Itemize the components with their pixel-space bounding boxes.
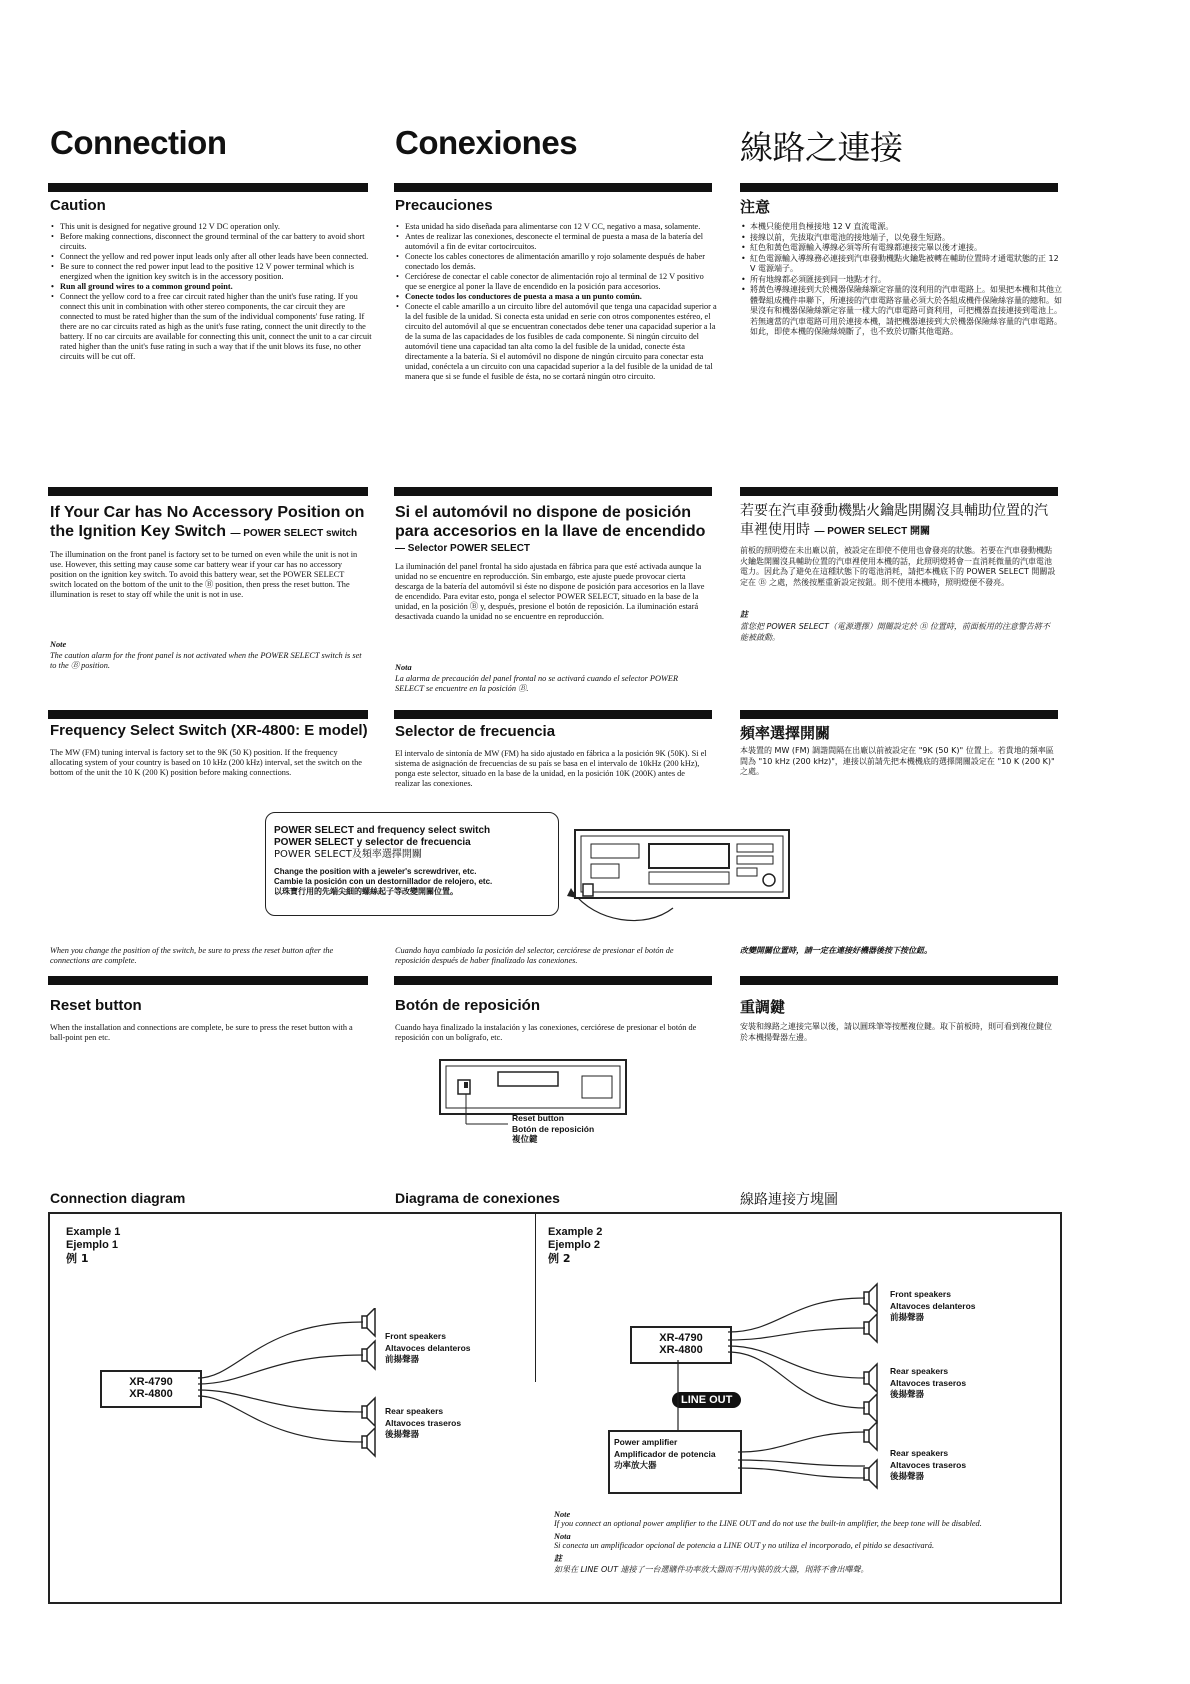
title-es: Conexiones bbox=[395, 124, 578, 161]
diagram-title-zh: 線路連接方塊圖 bbox=[740, 1192, 838, 1208]
example1-label bbox=[66, 1226, 120, 1265]
note-label: Note bbox=[554, 1510, 571, 1519]
note-text: 如果在 LINE OUT 連接了一台選購件功率放大器而不用內裝的放大器，則將不會出嗶聲。 bbox=[554, 1564, 869, 1574]
callout-line: Cambie la posición con un destornillador de relojero, etc. bbox=[274, 877, 493, 886]
example2-wiring bbox=[660, 1280, 880, 1510]
list-item: • 紅色電源輸入導線務必連接到汽車發動機點火鑰匙被轉在輔助位置時才通電狀態的正 12 V 電源端子。 bbox=[750, 254, 1066, 275]
section-rule bbox=[394, 183, 712, 192]
reset-title-es: Botón de reposición bbox=[395, 997, 541, 1014]
accessory-text-es: La iluminación del panel frontal ha sido ajustada en fábrica para que esté activada aunque la unidad no se encuentre en reproducción. Sin embargo, este ajuste puede provocar cierta descarga de la batería del automóvil si éste no dispone de posición para accesorios en la llave de encendido. Para evitar esto, ponga el selector POWER SELECT, situado en la base de la unidad, en la posición Ⓑ y, después, presione el botón de reposición. La iluminación estará desactivada cuando la unidad no se encuentre en reproducción. bbox=[395, 562, 705, 621]
list-item: • This unit is designed for negative ground 12 V DC operation only. bbox=[60, 222, 372, 232]
model-name: XR-4790 bbox=[129, 1376, 173, 1388]
list-item: • Connect the yellow and red power input leads only after all other leads have been connected. bbox=[60, 252, 372, 262]
frequency-text-zh: 本裝置的 MW (FM) 調諧間隔在出廠以前被設定在 "9K (50 K)" 位置上。若貴地的頻率區間為 "10 kHz (200 kHz)"，連接以前請先把本機機底的選擇開關設定在 "10 K (200 K)" 之處。 bbox=[740, 746, 1055, 776]
label-line: Altavoces delanteros bbox=[385, 1343, 471, 1353]
list-item: • Be sure to connect the red power input lead to the positive 12 V power terminal which is energized when the ignition key switch is in the accessory position. bbox=[60, 262, 372, 282]
section-rule bbox=[48, 710, 368, 719]
label-line: 前揚聲器 bbox=[385, 1355, 420, 1365]
accessory-sub-es: — Selector POWER SELECT bbox=[395, 543, 531, 554]
example-line: Ejemplo 1 bbox=[66, 1239, 118, 1251]
label-line: Rear speakers bbox=[385, 1406, 444, 1416]
accessory-text-zh: 前板的照明燈在未出廠以前，被設定在即使不使用也會發亮的狀態。若要在汽車發動機點火鑰匙開關沒具輔助位置的汽車裡使用本機的話，此照明燈將會一直消耗微量的汽車電池電力。因此為了避免在這種狀態下的電池消耗，請把本機底下的 POWER SELECT 開關設定在 Ⓑ 之處，然後按壓重新設定按鈕。則不使用本機時，照明燈便不發亮。 bbox=[740, 546, 1056, 587]
example-line: 例 2 bbox=[548, 1252, 571, 1265]
front-speakers-label-1 bbox=[385, 1330, 471, 1366]
accessory-title-en: If Your Car has No Accessory Position on the Ignition Key Switch bbox=[50, 504, 365, 540]
diagram-divider bbox=[535, 1212, 536, 1382]
amp-label: 功率放大器 bbox=[614, 1461, 657, 1471]
section-rule bbox=[740, 487, 1058, 496]
section-rule bbox=[740, 976, 1058, 985]
caution-title-zh: 注意 bbox=[740, 198, 771, 216]
section-rule bbox=[740, 183, 1058, 192]
switch-callout bbox=[265, 812, 559, 916]
list-item: • Conecte los cables conectores de alimentación amarillo y rojo solamente después de haber conectado los demás. bbox=[405, 252, 717, 272]
accessory-title-zh: 若要在汽車發動機點火鑰匙開關沒具輔助位置的汽車裡使用時 bbox=[740, 503, 1048, 538]
accessory-sub-zh: — POWER SELECT 開關 bbox=[814, 526, 931, 537]
label-line: 後揚聲器 bbox=[890, 1390, 925, 1400]
amp-label: Power amplifier bbox=[614, 1437, 678, 1447]
front-speakers-label-2 bbox=[890, 1288, 976, 1324]
example1-wiring bbox=[198, 1312, 378, 1452]
accessory-note-label-zh: 註 bbox=[740, 610, 748, 619]
line-out-badge: LINE OUT bbox=[672, 1392, 741, 1408]
list-item: • 接線以前，先拔取汽車電池的接地端子，以免發生短路。 bbox=[750, 233, 1066, 244]
callout-line: 以珠寶行用的先端尖細的螺絲起子等改變開關位置。 bbox=[274, 887, 458, 896]
accessory-text-en: The illumination on the front panel is factory set to be turned on even while the unit is not in use. However, this setting may cause some car battery wear if your car has no accessory position on the ignition key switch. To avoid this battery wear, set the POWER SELECT switch located on the bottom of the unit to the Ⓑ position, then press the reset button. The illumination is reset to stay off while the unit is not in use. bbox=[50, 550, 358, 599]
label-line: Altavoces traseros bbox=[385, 1418, 462, 1428]
rear-speakers-label-2 bbox=[890, 1365, 966, 1401]
model-name: XR-4790 bbox=[659, 1332, 703, 1344]
frequency-text-es: El intervalo de sintonía de MW (FM) ha sido ajustado en fábrica a la posición 9K (50K). Si el sistema de asignación de frecuencias de su país se basa en el intervalo de 10kHz (200 kHz), ponga este selector, situado en la base de la unidad, en la posición 10K (200K) antes de realizar las conexiones. bbox=[395, 749, 707, 788]
switch-after-zh: 改變開關位置時，請一定在連接好機器後按下按位鈕。 bbox=[740, 946, 932, 955]
diagram-title-en: Connection diagram bbox=[50, 1190, 186, 1206]
caution-title-es: Precauciones bbox=[395, 197, 493, 214]
frequency-title-es: Selector de frecuencia bbox=[395, 723, 556, 740]
section-rule bbox=[740, 710, 1058, 719]
diagram-title-es: Diagrama de conexiones bbox=[395, 1190, 560, 1206]
list-item: • 所有地線都必須匯接到同一地點才行。 bbox=[750, 275, 1066, 286]
section-rule bbox=[48, 487, 368, 496]
accessory-note-en: The caution alarm for the front panel is not activated when the POWER SELECT switch is set to the Ⓑ position. bbox=[50, 651, 362, 670]
section-rule bbox=[394, 710, 712, 719]
list-item: • Connect the yellow cord to a free car circuit rated higher than the unit's fuse rating. If you connect this unit in combination with other stereo components, the car circuit they are connected to must be rated higher than the sum of the individual components' fuse rating. If there are no car circuits rated as high as the unit's fuse rating, connect the unit directly to the battery. If no car circuits are available for connecting this unit, connect the unit to a car circuit rated higher than the unit's fuse rating in such a way that if the unit blows its fuse, no other circuits will be cut off. bbox=[60, 292, 372, 362]
callout-line: Change the position with a jeweler's screwdriver, etc. bbox=[274, 867, 477, 876]
speaker-icon bbox=[360, 1308, 380, 1458]
reset-title-zh: 重調鍵 bbox=[740, 998, 786, 1016]
reset-text-zh: 安裝和線路之連接完畢以後，請以圓珠筆等按壓複位鍵。取下前板時，則可看到複位鍵位於本機揚聲器左邊。 bbox=[740, 1022, 1052, 1042]
radio-unit-illustration bbox=[555, 822, 795, 932]
amp-label: Amplificador de potencia bbox=[614, 1449, 716, 1459]
label-line: Rear speakers bbox=[890, 1366, 949, 1376]
accessory-title-es: Si el automóvil no dispone de posición para accesorios en la llave de encendido bbox=[395, 504, 706, 540]
switch-after-en: When you change the position of the switch, be sure to press the reset button after the connections are complete. bbox=[50, 946, 334, 965]
list-item: • Esta unidad ha sido diseñada para alimentarse con 12 V CC, negativo a masa, solamente. bbox=[405, 222, 717, 232]
section-rule bbox=[394, 487, 712, 496]
accessory-heading-es bbox=[395, 503, 710, 554]
list-item: • 本機只能使用負極接地 12 V 直流電源。 bbox=[750, 222, 1066, 233]
label-line: 後揚聲器 bbox=[385, 1430, 420, 1440]
reset-label: Reset button bbox=[512, 1113, 564, 1123]
label-line: Altavoces traseros bbox=[890, 1460, 967, 1470]
caution-title-en: Caution bbox=[50, 197, 106, 214]
reset-text-es: Cuando haya finalizado la instalación y las conexiones, cerciórese de presionar el botón de reposición con un bolígrafo, etc. bbox=[395, 1023, 697, 1042]
section-rule bbox=[48, 976, 368, 985]
frequency-text-en: The MW (FM) tuning interval is factory set to the 9K (50 K) position. If the frequency allocating system of your country is based on 10 kHz (200 kHz) interval, set the switch on the bottom of the unit the 10 K (200 K) position before making connections. bbox=[50, 748, 362, 777]
caution-list-zh bbox=[740, 222, 1066, 338]
label-line: 前揚聲器 bbox=[890, 1313, 925, 1323]
accessory-note-label-es: Nota bbox=[395, 663, 412, 672]
label-line: Rear speakers bbox=[890, 1448, 949, 1458]
list-item: • Conecte todos los conductores de puesta a masa a un punto común. bbox=[405, 292, 717, 302]
title-zh: 線路之連接 bbox=[740, 128, 903, 167]
reset-labels bbox=[512, 1113, 594, 1146]
section-rule bbox=[394, 976, 712, 985]
accessory-note-label-en: Note bbox=[50, 640, 67, 649]
example-line: 例 1 bbox=[66, 1252, 89, 1265]
note-text: Si conecta un amplificador opcional de potencia a LINE OUT y no utiliza el incorporado, el pitido se desactivará. bbox=[554, 1541, 935, 1550]
note-label: 註 bbox=[554, 1554, 562, 1563]
callout-heading bbox=[274, 825, 490, 861]
list-item: • Antes de realizar las conexiones, desconecte el terminal de puesta a masa de la batería del automóvil a fin de evitar cortocircuitos. bbox=[405, 232, 717, 252]
list-item: • Conecte el cable amarillo a un circuito libre del automóvil que tenga una capacidad superior a la del fusible de la unidad. Si conecta esta unidad en serie con otros componentes estéreo, el circuito del automóvil al que se encuentran conectados debe tener una capacidad superior a la de la suma de las capacidades de los fusibles de cada componente. Si ningún circuito del automóvil tiene una capacidad tan alta como la del fusible de la unidad, conecte ésta directamente a la batería. Si el automóvil no dispone de ningún circuito para conectar esta unidad, conéctela a un circuito con una capacidad superior a la del fusible de la unidad de tal manera que si se funde el fusible de ésta, no se cortará ningún otro circuito. bbox=[405, 302, 717, 382]
example-line: Ejemplo 2 bbox=[548, 1239, 600, 1251]
list-item: • Cerciórese de conectar el cable conector de alimentación rojo al terminal de 12 V positivo que se energice al poner la llave de encendido en la posición para accesorios. bbox=[405, 272, 717, 292]
accessory-note-zh: 當您把 POWER SELECT（電源選擇）開關設定於 Ⓑ 位置時，前面板用的注意警告將不能被啟動。 bbox=[740, 622, 1050, 642]
list-item: • Run all ground wires to a common ground point. bbox=[60, 282, 372, 292]
accessory-sub-en: — POWER SELECT switch bbox=[230, 528, 358, 539]
head-unit-box-1 bbox=[100, 1370, 202, 1408]
switch-after-es: Cuando haya cambiado la posición del selector, cerciórese de presionar el botón de reposición después de haber finalizado las conexiones. bbox=[395, 946, 674, 965]
list-item: • Before making connections, disconnect the ground terminal of the car battery to avoid short circuits. bbox=[60, 232, 372, 252]
callout-line: POWER SELECT及頻率選擇開關 bbox=[274, 849, 422, 860]
example2-label bbox=[548, 1226, 602, 1265]
caution-list-en bbox=[50, 222, 372, 362]
label-line: Front speakers bbox=[890, 1289, 951, 1299]
note-label: Nota bbox=[554, 1532, 571, 1541]
label-line: Front speakers bbox=[385, 1331, 446, 1341]
accessory-heading-en bbox=[50, 503, 368, 541]
reset-text-en: When the installation and connections are complete, be sure to press the reset button with a ball-point pen etc. bbox=[50, 1023, 353, 1042]
label-line: 後揚聲器 bbox=[890, 1472, 925, 1482]
callout-line: POWER SELECT and frequency select switch bbox=[274, 825, 491, 836]
title-en: Connection bbox=[50, 124, 227, 161]
accessory-heading-zh bbox=[740, 502, 1058, 540]
reset-title-en: Reset button bbox=[50, 997, 142, 1014]
model-name: XR-4800 bbox=[129, 1388, 173, 1400]
section-rule bbox=[48, 183, 368, 192]
speaker-icon bbox=[862, 1282, 882, 1512]
frequency-title-en: Frequency Select Switch (XR-4800: E model) bbox=[50, 722, 368, 739]
accessory-note-es: La alarma de precaución del panel frontal no se activará cuando el selector POWER SELECT se encuentre en la posición Ⓑ. bbox=[395, 674, 679, 693]
example-line: Example 1 bbox=[66, 1226, 121, 1238]
model-name: XR-4800 bbox=[659, 1344, 703, 1356]
reset-label: 複位鍵 bbox=[512, 1135, 538, 1145]
rear-speakers-label-3 bbox=[890, 1447, 966, 1483]
diagram-notes bbox=[554, 1510, 1049, 1575]
list-item: • 將黃色導線連接到大於機器保險絲額定容量的沒利用的汽車電路上。如果把本機和其他立體聲組成機件串聯下，所連接的汽車電路容量必須大於各組成機件保險絲容量的總和。如果沒有和機器保險絲額定容量一樣大的汽車電路可資利用，可把機器直接連接到電池上。若無適當的汽車電路可用於連接本機，請把機器連接到大於機器保險絲容量的汽車電路。如此，即使本機的保險絲燒斷了，也不致於切斷其他電路。 bbox=[750, 285, 1066, 338]
label-line: Altavoces traseros bbox=[890, 1378, 967, 1388]
label-line: Altavoces delanteros bbox=[890, 1301, 976, 1311]
note-text: If you connect an optional power amplifier to the LINE OUT and do not use the built-in amplifier, the beep tone will be disabled. bbox=[554, 1519, 982, 1528]
rear-speakers-label-1 bbox=[385, 1405, 461, 1441]
list-item: • 紅色和黃色電源輸入導線必須等所有電線都連接完畢以後才連接。 bbox=[750, 243, 1066, 254]
frequency-title-zh: 頻率選擇開關 bbox=[740, 724, 831, 742]
callout-line: POWER SELECT y selector de frecuencia bbox=[274, 837, 471, 848]
callout-instructions bbox=[274, 867, 492, 897]
example-line: Example 2 bbox=[548, 1226, 603, 1238]
reset-label: Botón de reposición bbox=[512, 1124, 595, 1134]
caution-list-es bbox=[395, 222, 717, 382]
